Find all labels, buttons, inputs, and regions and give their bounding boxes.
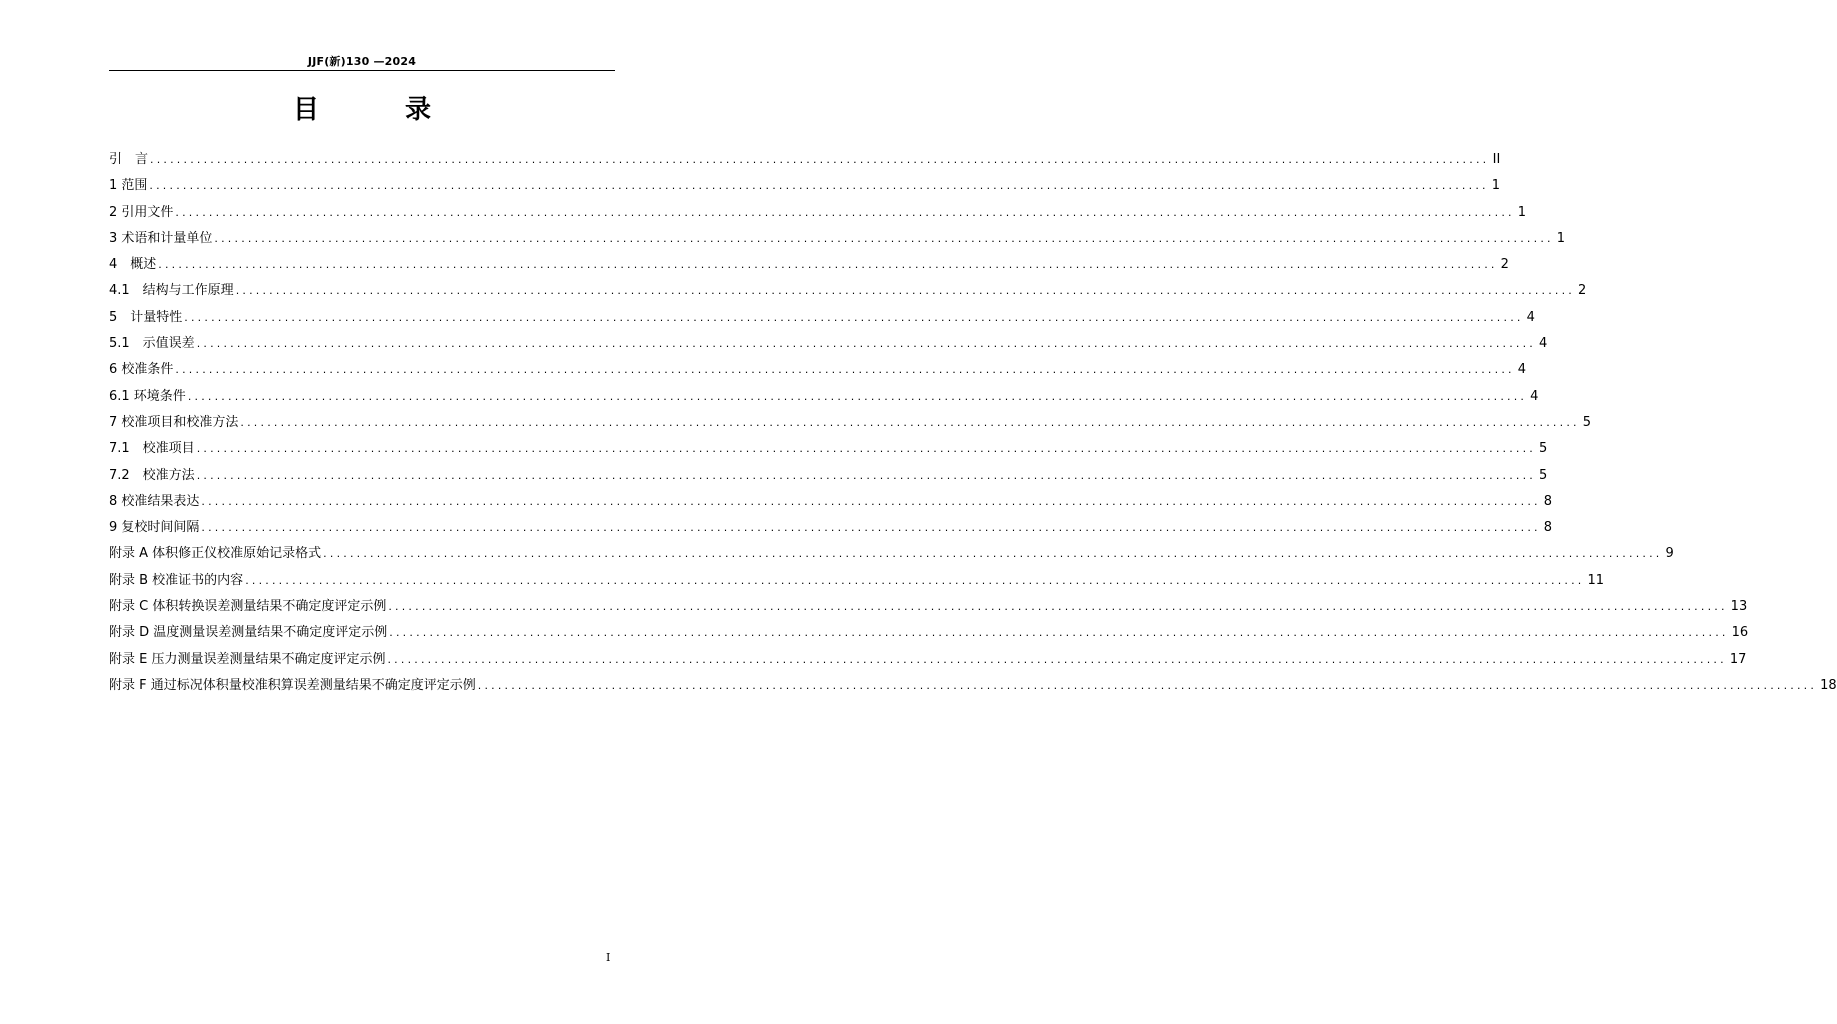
toc-entry-label: 9 复校时间间隔 bbox=[109, 520, 200, 536]
toc-leader-dots: ........................................................................................................................................................................................................ bbox=[389, 626, 1729, 640]
toc-entry-label: 4.1 结构与工作原理 bbox=[109, 283, 234, 299]
toc-entry-page: II bbox=[1492, 152, 1501, 167]
toc-entry[interactable] bbox=[109, 229, 1566, 255]
toc-entry-label: 5.1 示值误差 bbox=[109, 336, 195, 352]
toc-entry[interactable] bbox=[109, 650, 1747, 676]
toc-entry[interactable] bbox=[109, 387, 1539, 413]
toc-entry[interactable] bbox=[109, 676, 1837, 702]
toc-entry-label: 附录 E 压力测量误差测量结果不确定度评定示例 bbox=[109, 651, 386, 667]
toc-entry-label: 7.1 校准项目 bbox=[109, 441, 195, 457]
toc-entry-label: 附录 A 体积修正仪校准原始记录格式 bbox=[109, 546, 322, 562]
page-number: I bbox=[606, 951, 611, 964]
toc-entry[interactable] bbox=[109, 439, 1548, 465]
toc-entry-page: 4 bbox=[1526, 309, 1535, 325]
toc-entry-label: 附录 D 温度测量误差测量结果不确定度评定示例 bbox=[109, 625, 388, 641]
toc-leader-dots: ........................................................................................................................................................................................................ bbox=[240, 415, 1580, 429]
toc-leader-dots: ........................................................................................................................................................................................................ bbox=[388, 600, 1728, 614]
toc-entry-label: 8 校准结果表达 bbox=[109, 493, 200, 509]
toc-leader-dots: ........................................................................................................................................................................................................ bbox=[477, 678, 1818, 692]
toc-leader-dots: ........................................................................................................................................................................................................ bbox=[196, 337, 1537, 351]
toc-leader-dots: ........................................................................................................................................................................................................ bbox=[245, 573, 1585, 587]
toc-entry-label: 2 引用文件 bbox=[109, 204, 174, 220]
toc-entry-page: 18 bbox=[1820, 677, 1837, 693]
toc-entry-page: 2 bbox=[1578, 283, 1587, 299]
table-of-contents bbox=[109, 150, 1837, 702]
toc-entry-label: 附录 B 校准证书的内容 bbox=[109, 572, 244, 588]
toc-leader-dots: ........................................................................................................................................................................................................ bbox=[214, 231, 1554, 245]
toc-entry-page: 1 bbox=[1517, 204, 1527, 220]
toc-leader-dots: ........................................................................................................................................................................................................ bbox=[175, 205, 1515, 219]
toc-entry[interactable] bbox=[109, 150, 1501, 176]
toc-entry-page: 8 bbox=[1543, 520, 1553, 536]
toc-leader-dots: ........................................................................................................................................................................................................ bbox=[387, 652, 1727, 666]
toc-entry-page: 11 bbox=[1587, 572, 1605, 588]
toc-entry-page: 5 bbox=[1539, 467, 1548, 483]
toc-entry-label: 7.2 校准方法 bbox=[109, 467, 195, 483]
toc-entry-page: 1 bbox=[1491, 178, 1501, 194]
toc-entry[interactable] bbox=[109, 176, 1501, 202]
toc-leader-dots: ........................................................................................................................................................................................................ bbox=[201, 494, 1541, 508]
toc-entry[interactable] bbox=[109, 413, 1592, 439]
toc-entry[interactable] bbox=[109, 623, 1749, 649]
toc-entry-label: 引 言 bbox=[109, 152, 149, 167]
toc-entry[interactable] bbox=[109, 492, 1553, 518]
toc-entry-label: 5 计量特性 bbox=[109, 309, 183, 325]
toc-entry-page: 8 bbox=[1543, 493, 1553, 509]
toc-entry-label: 4 概述 bbox=[109, 257, 157, 273]
header-standard-number: JJF(新)130 —2024 bbox=[307, 55, 417, 68]
toc-entry[interactable] bbox=[109, 544, 1674, 570]
toc-entry-page: 13 bbox=[1730, 599, 1748, 615]
toc-entry-page: 1 bbox=[1556, 230, 1566, 246]
toc-entry-label: 6 校准条件 bbox=[109, 362, 174, 378]
toc-entry-page: 5 bbox=[1539, 441, 1548, 457]
toc-entry-label: 7 校准项目和校准方法 bbox=[109, 414, 239, 430]
toc-leader-dots: ........................................................................................................................................................................................................ bbox=[323, 547, 1663, 561]
toc-entry[interactable] bbox=[109, 571, 1605, 597]
toc-leader-dots: ........................................................................................................................................................................................................ bbox=[196, 468, 1537, 482]
toc-entry[interactable] bbox=[109, 203, 1527, 229]
page-title: 目 录 bbox=[292, 95, 461, 125]
toc-leader-dots: ........................................................................................................................................................................................................ bbox=[158, 258, 1498, 272]
page-header bbox=[109, 50, 615, 71]
toc-leader-dots: ........................................................................................................................................................................................................ bbox=[175, 363, 1515, 377]
toc-entry-page: 5 bbox=[1582, 414, 1592, 430]
toc-leader-dots: ........................................................................................................................................................................................................ bbox=[201, 521, 1541, 535]
toc-leader-dots: ........................................................................................................................................................................................................ bbox=[196, 442, 1537, 456]
toc-entry[interactable] bbox=[109, 360, 1527, 386]
toc-entry[interactable] bbox=[109, 308, 1535, 334]
toc-leader-dots: ........................................................................................................................................................................................................ bbox=[150, 153, 1490, 166]
toc-entry[interactable] bbox=[109, 281, 1587, 307]
toc-entry-label: 6.1 环境条件 bbox=[109, 388, 186, 404]
toc-entry-label: 附录 F 通过标况体积量校准积算误差测量结果不确定度评定示例 bbox=[109, 677, 476, 693]
toc-entry[interactable] bbox=[109, 518, 1553, 544]
toc-entry-page: 2 bbox=[1500, 257, 1509, 273]
toc-entry-page: 4 bbox=[1539, 336, 1548, 352]
toc-entry[interactable] bbox=[109, 466, 1548, 492]
toc-leader-dots: ........................................................................................................................................................................................................ bbox=[187, 389, 1528, 403]
toc-entry[interactable] bbox=[109, 597, 1748, 623]
toc-entry-page: 16 bbox=[1731, 625, 1749, 641]
toc-entry-label: 3 术语和计量单位 bbox=[109, 230, 213, 246]
toc-entry[interactable] bbox=[109, 255, 1509, 281]
toc-entry-label: 1 范围 bbox=[109, 178, 148, 194]
toc-entry-page: 4 bbox=[1517, 362, 1527, 378]
toc-entry-page: 4 bbox=[1530, 388, 1539, 404]
toc-leader-dots: ........................................................................................................................................................................................................ bbox=[184, 310, 1524, 324]
toc-leader-dots: ........................................................................................................................................................................................................ bbox=[149, 179, 1489, 193]
toc-leader-dots: ........................................................................................................................................................................................................ bbox=[235, 284, 1576, 298]
toc-entry[interactable] bbox=[109, 334, 1548, 360]
toc-entry-page: 9 bbox=[1665, 546, 1674, 562]
toc-entry-label: 附录 C 体积转换误差测量结果不确定度评定示例 bbox=[109, 599, 387, 615]
toc-entry-page: 17 bbox=[1729, 651, 1747, 667]
